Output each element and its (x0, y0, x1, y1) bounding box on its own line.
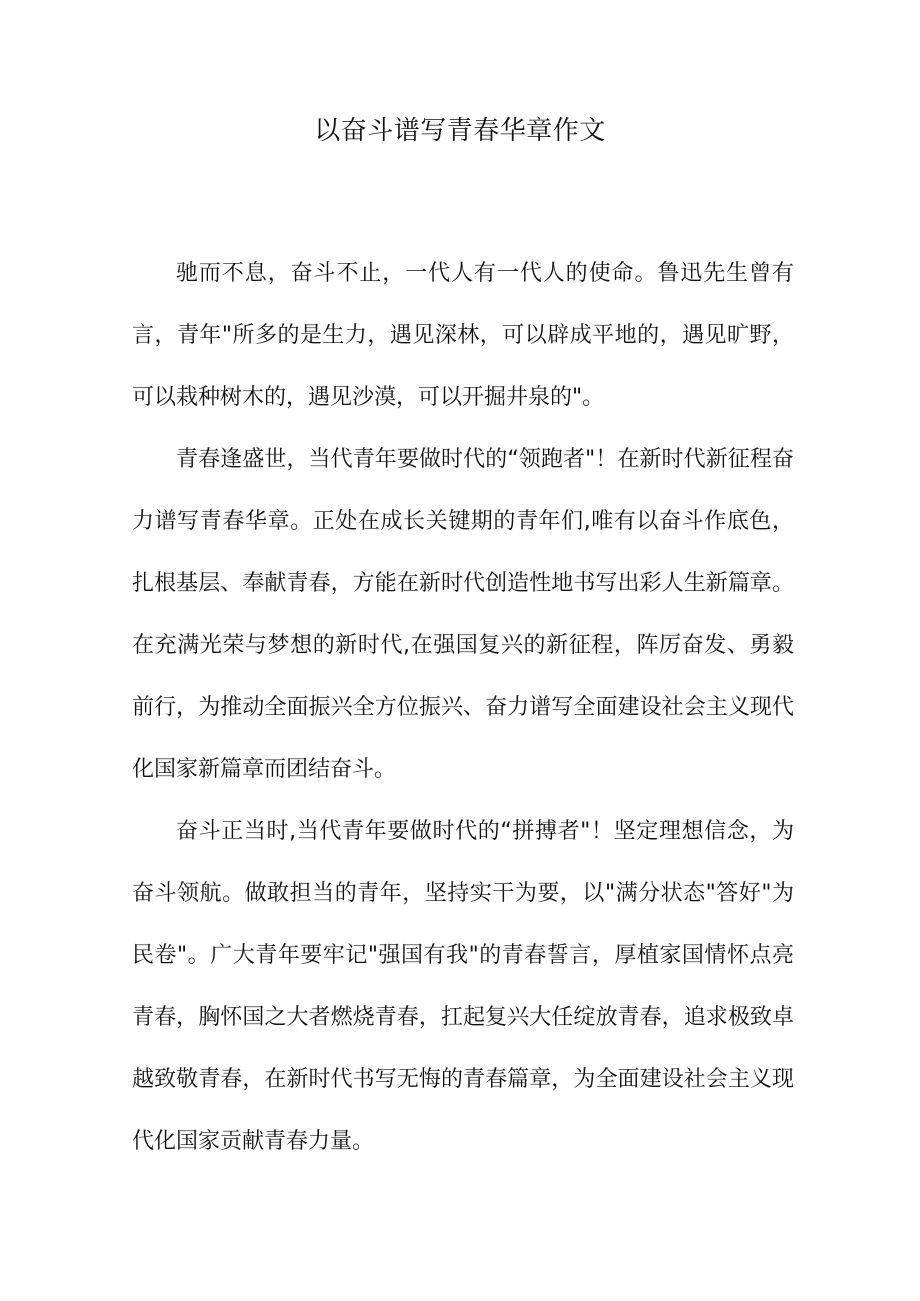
document-body (132, 243, 794, 1173)
paragraph: 驰而不息，奋斗不止，一代人有一代人的使命。鲁迅先生曾有言，青年"所多的是生力，遇见深林，可以辟成平地的，遇见旷野，可以栽种树木的，遇见沙漠，可以开掘井泉的"。 (132, 261, 794, 410)
paragraph: 奋斗正当时,当代青年要做时代的“拼搏者"！坚定理想信念，为奋斗领航。做敢担当的青年，坚持实干为要，以"满分状态"答好"为民卷"。广大青年要牢记"强国有我"的青春誓言，厚植家国情怀点亮青春，胸怀国之大者燃烧青春，扛起复兴大任绽放青春，追求极致卓越致敬青春，在新时代书写无悔的青春篇章，为全面建设社会主义现代化国家贡献青春力量。 (132, 819, 794, 1154)
paragraph: 青春逢盛世，当代青年要做时代的“领跑者"！在新时代新征程奋力谱写青春华章。正处在成长关键期的青年们,唯有以奋斗作底色，扎根基层、奉献青春，方能在新时代创造性地书写出彩人生新篇章。在充满光荣与梦想的新时代,在强国复兴的新征程，阵厉奋发、勇毅前行，为推动全面振兴全方位振兴、奋力谱写全面建设社会主义现代化国家新篇章而团结奋斗。 (132, 447, 794, 782)
document-title: 以奋斗谱写青春华章作文 (314, 116, 606, 146)
